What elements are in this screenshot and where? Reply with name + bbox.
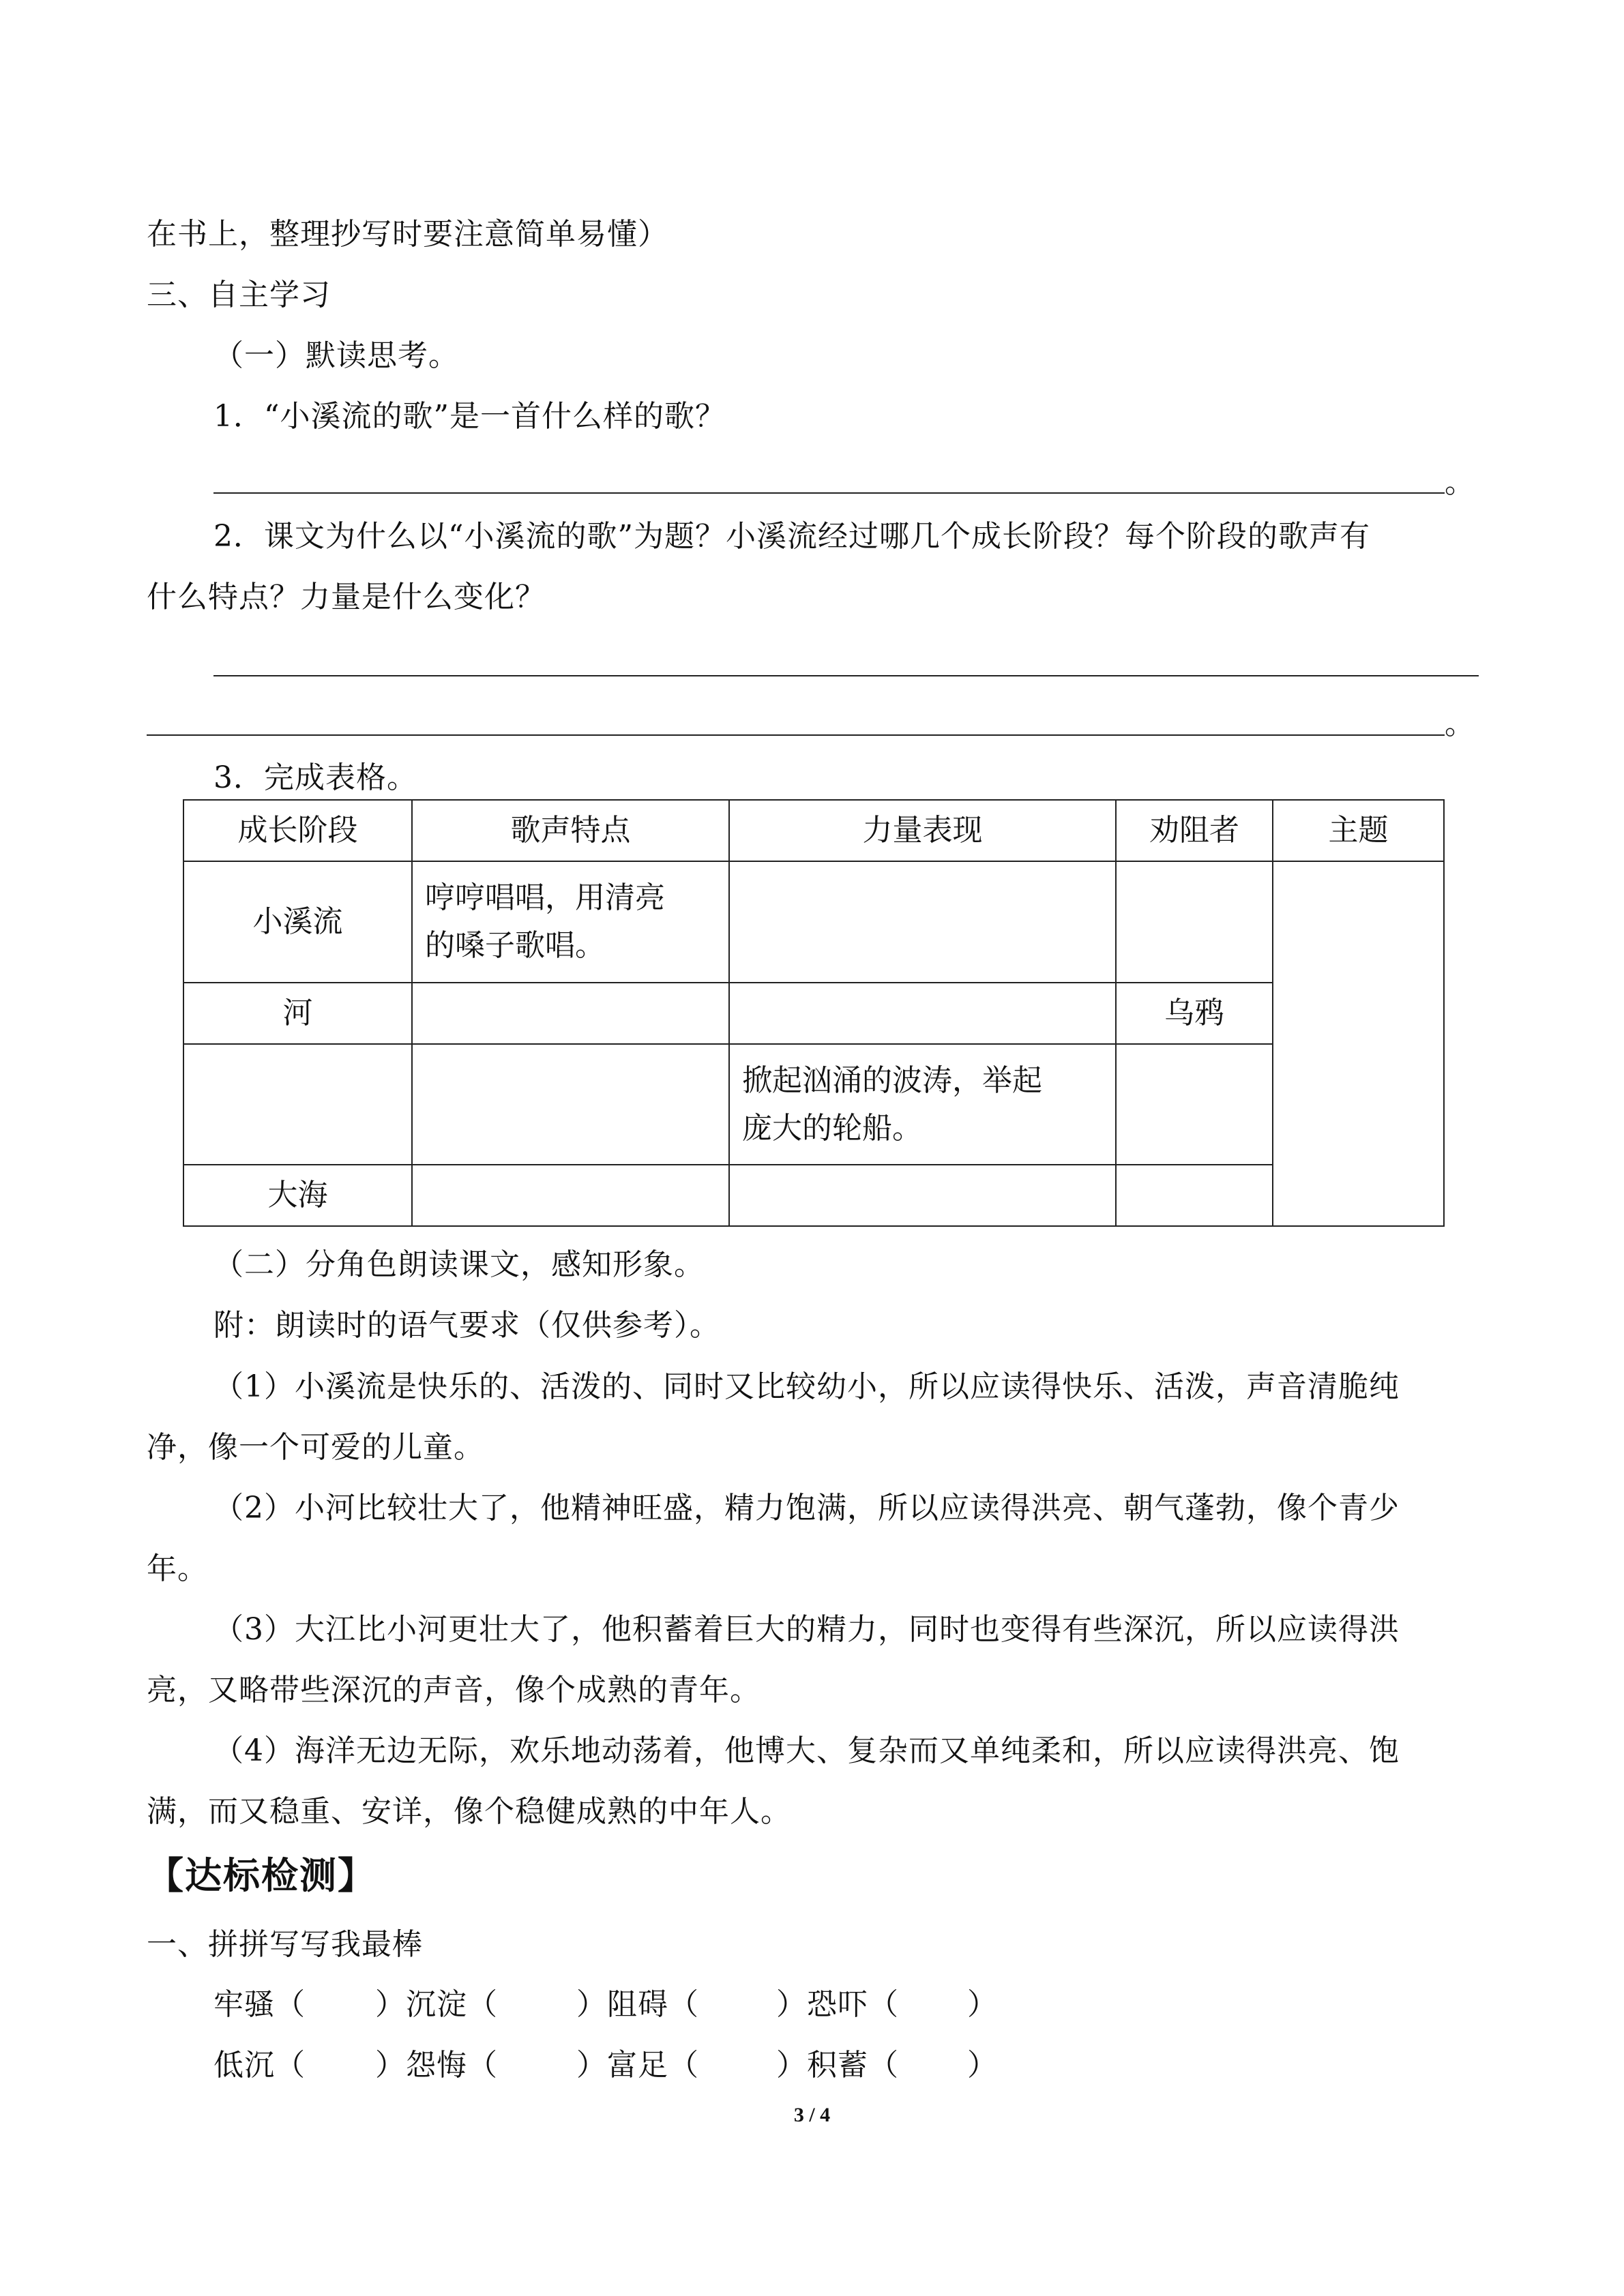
blank-cell[interactable] bbox=[1116, 1044, 1273, 1165]
cell-text: 哼哼唱唱，用清亮 bbox=[425, 880, 665, 915]
blank-cell[interactable] bbox=[412, 1165, 729, 1226]
blank-cell[interactable] bbox=[1116, 1165, 1273, 1226]
theme-cell[interactable] bbox=[1273, 861, 1444, 1226]
blank-cell[interactable] bbox=[729, 1165, 1116, 1226]
header-stage: 成长阶段 bbox=[183, 800, 412, 861]
blank-cell[interactable] bbox=[729, 861, 1116, 983]
word-blank[interactable]: ）积蓄（ bbox=[776, 2048, 899, 2083]
header-blocker: 劝阻者 bbox=[1116, 800, 1273, 861]
answer-line-end: 。 bbox=[1445, 706, 1475, 741]
blank-cell[interactable] bbox=[729, 983, 1116, 1044]
subsection-title: （二）分角色朗读课文，感知形象。 bbox=[213, 1247, 705, 1282]
paragraph-line: （4）海洋无边无际，欢乐地动荡着，他博大、复杂而又单纯柔和，所以应读得洪亮、饱 bbox=[213, 1733, 1400, 1768]
blank-cell[interactable] bbox=[1116, 861, 1273, 983]
word-blank[interactable]: ）富足（ bbox=[576, 2048, 699, 2083]
paragraph-line: 净，像一个可爱的儿童。 bbox=[147, 1430, 484, 1465]
answer-line[interactable] bbox=[213, 675, 1479, 676]
blank-cell[interactable] bbox=[412, 983, 729, 1044]
section-title: 一、拼拼写写我最棒 bbox=[147, 1927, 423, 1962]
cell-stage: 小溪流 bbox=[183, 861, 412, 983]
section-heading: 【达标检测】 bbox=[147, 1854, 376, 1897]
header-song: 歌声特点 bbox=[412, 800, 729, 861]
text-line: 在书上，整理抄写时要注意简单易懂） bbox=[147, 217, 668, 252]
subsection-title: （一）默读思考。 bbox=[213, 338, 459, 373]
question-1: 1．“小溪流的歌”是一首什么样的歌？ bbox=[213, 399, 726, 434]
growth-table bbox=[183, 799, 1445, 1227]
paragraph-line: 满，而又稳重、安详，像个稳健成熟的中年人。 bbox=[147, 1794, 791, 1829]
question-2-line-2: 什么特点？力量是什么变化？ bbox=[147, 580, 546, 614]
page-number: 3 / 4 bbox=[793, 2104, 831, 2126]
paragraph-line: （1）小溪流是快乐的、活泼的、同时又比较幼小，所以应读得快乐、活泼，声音清脆纯 bbox=[213, 1369, 1400, 1404]
word-blank[interactable]: 低沉（ bbox=[213, 2048, 306, 2083]
header-theme: 主题 bbox=[1273, 800, 1444, 861]
paragraph-line: 亮，又略带些深沉的声音，像个成熟的青年。 bbox=[147, 1673, 761, 1708]
question-3: 3．完成表格。 bbox=[213, 760, 417, 795]
answer-line[interactable] bbox=[213, 492, 1445, 494]
word-blank-end: ） bbox=[967, 2048, 998, 2083]
section-title: 三、自主学习 bbox=[147, 278, 331, 312]
word-blank[interactable]: ）怨悔（ bbox=[375, 2048, 498, 2083]
word-blank[interactable]: ）沉淀（ bbox=[375, 1987, 498, 2022]
word-blank-end: ） bbox=[967, 1987, 998, 2022]
answer-line-end: 。 bbox=[1445, 465, 1475, 500]
paragraph-line: 年。 bbox=[147, 1551, 208, 1586]
cell-text: 掀起汹涌的波涛，举起 bbox=[742, 1062, 1042, 1098]
blank-cell[interactable] bbox=[183, 1044, 412, 1165]
cell-text: 庞大的轮船。 bbox=[742, 1110, 922, 1146]
paragraph-line: （2）小河比较壮大了，他精神旺盛，精力饱满，所以应读得洪亮、朝气蓬勃，像个青少 bbox=[213, 1491, 1400, 1525]
blank-cell[interactable] bbox=[412, 1044, 729, 1165]
cell-stage: 大海 bbox=[183, 1165, 412, 1226]
question-2-line-1: 2．课文为什么以“小溪流的歌”为题？小溪流经过哪几个成长阶段？每个阶段的歌声有 bbox=[213, 519, 1370, 554]
paragraph-line: （3）大江比小河更壮大了，他积蓄着巨大的精力，同时也变得有些深沉，所以应读得洪 bbox=[213, 1612, 1400, 1647]
note-line: 附：朗读时的语气要求（仅供参考）。 bbox=[213, 1308, 720, 1343]
cell-power bbox=[729, 1044, 1116, 1165]
header-power: 力量表现 bbox=[729, 800, 1116, 861]
word-blank[interactable]: 牢骚（ bbox=[213, 1987, 306, 2022]
cell-song bbox=[412, 861, 729, 983]
word-blank[interactable]: ）阻碍（ bbox=[576, 1987, 699, 2022]
cell-stage: 河 bbox=[183, 983, 412, 1044]
word-blank[interactable]: ）恐吓（ bbox=[776, 1987, 899, 2022]
cell-blocker: 乌鸦 bbox=[1116, 983, 1273, 1044]
cell-text: 的嗓子歌唱。 bbox=[425, 928, 605, 963]
answer-line[interactable] bbox=[147, 734, 1445, 736]
